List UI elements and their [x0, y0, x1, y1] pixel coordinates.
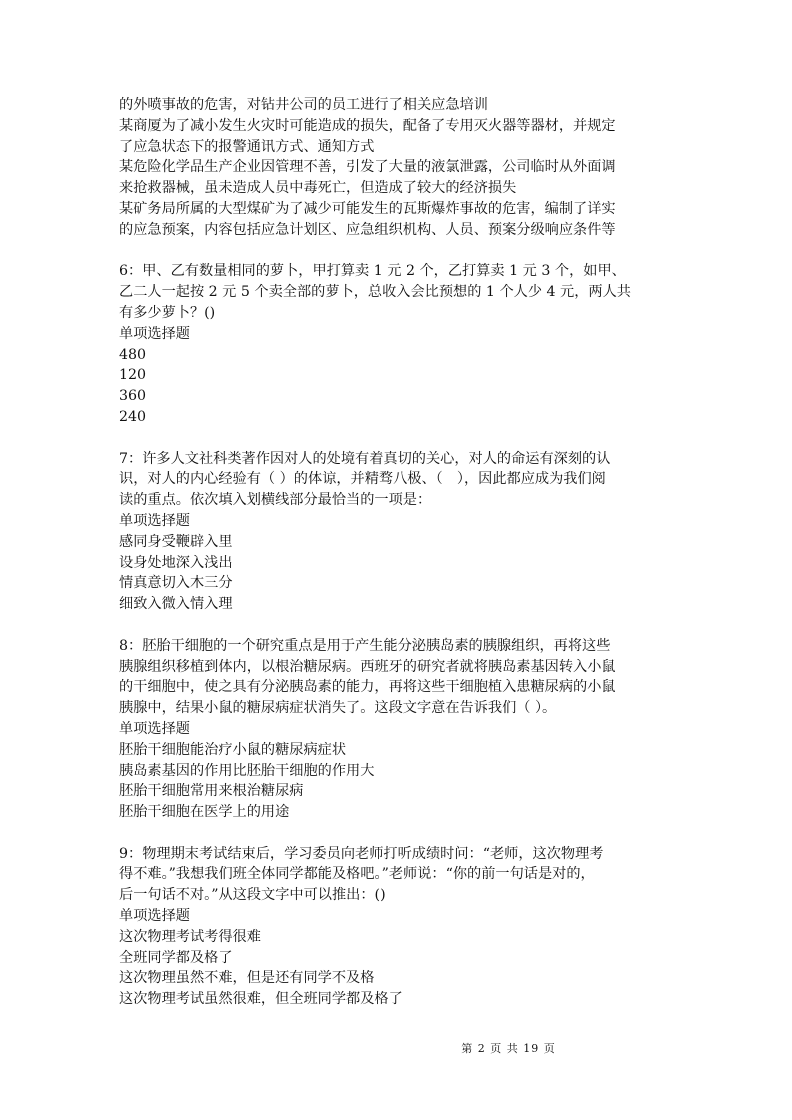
intro-line: 的应急预案，内容包括应急计划区、应急组织机构、人员、预案分级响应条件等 — [119, 221, 616, 238]
spacer — [119, 241, 679, 262]
answer-option: 设身处地深入浅出 — [119, 554, 233, 571]
answer-option: 情真意切入木三分 — [119, 575, 233, 592]
answer-option: 胚胎干细胞能治疗小鼠的糖尿病症状 — [119, 741, 347, 758]
intro-line: 某矿务局所属的大型煤矿为了减少可能发生的瓦斯爆炸事故的危害，编制了详实 — [119, 200, 616, 217]
question-7 — [119, 449, 679, 615]
question-stem: 有多少萝卜？() — [119, 304, 216, 321]
question-6 — [119, 261, 679, 427]
question-stem: 胰腺中，结果小鼠的糖尿病症状消失了。这段文字意在告诉我们（ ）。 — [119, 700, 557, 717]
spacer — [119, 823, 679, 844]
question-stem: 7：许多人文社科类著作因对人的处境有着真切的关心，对人的命运有深刻的认 — [119, 450, 611, 467]
answer-option: 胚胎干细胞在医学上的用途 — [119, 804, 290, 821]
question-type: 单项选择题 — [119, 325, 190, 342]
question-stem: 9：物理期末考试结束后，学习委员向老师打听成绩时问：“老师，这次物理考 — [119, 845, 604, 862]
question-stem: 乙二人一起按 2 元 5 个卖全部的萝卜，总收入会比预想的 1 个人少 4 元，两人共 — [119, 284, 631, 301]
question-stem: 读的重点。依次填入划横线部分最恰当的一项是： — [119, 492, 432, 509]
intro-line: 某商厦为了减小发生火灾时可能造成的损失，配备了专用灭火器等器材，并规定 — [119, 117, 616, 134]
intro-line: 的外喷事故的危害，对钻井公司的员工进行了相关应急培训 — [119, 97, 488, 113]
answer-option: 细致入微入情入理 — [119, 596, 233, 613]
question-stem: 胰腺组织移植到体内，以根治糖尿病。西班牙的研究者就将胰岛素基因转入小鼠 — [119, 658, 616, 675]
intro-line: 来抢救器械，虽未造成人员中毒死亡，但造成了较大的经济损失 — [119, 180, 517, 197]
answer-option: 240 — [119, 408, 147, 425]
intro-block — [119, 95, 679, 241]
question-stem: 后一句话不对。”从这段文字中可以推出：() — [119, 887, 386, 904]
answer-option: 这次物理虽然不难，但是还有同学不及格 — [119, 970, 375, 987]
question-stem: 6：甲、乙有数量相同的萝卜，甲打算卖 1 元 2 个，乙打算卖 1 元 3 个，如甲、 — [119, 263, 626, 280]
question-stem: 8：胚胎干细胞的一个研究重点是用于产生能分泌胰岛素的胰腺组织，再将这些 — [119, 637, 611, 654]
question-type: 单项选择题 — [119, 908, 190, 925]
question-9 — [119, 844, 679, 1010]
spacer — [119, 428, 679, 449]
answer-option: 480 — [119, 346, 147, 363]
answer-option: 感同身受鞭辟入里 — [119, 533, 233, 550]
answer-option: 这次物理考试考得很难 — [119, 928, 261, 945]
question-type: 单项选择题 — [119, 512, 190, 529]
answer-option: 360 — [119, 388, 147, 405]
answer-option: 120 — [119, 367, 147, 384]
question-stem: 的干细胞中，使之具有分泌胰岛素的能力，再将这些干细胞植入患糖尿病的小鼠 — [119, 679, 616, 696]
page-content — [119, 95, 679, 1010]
question-stem: 得不难。”我想我们班全体同学都能及格吧。”老师说：“你的前一句话是对的， — [119, 866, 595, 883]
answer-option: 全班同学都及格了 — [119, 949, 233, 966]
intro-line: 某危险化学品生产企业因管理不善，引发了大量的液氯泄露，公司临时从外面调 — [119, 159, 616, 176]
answer-option: 胚胎干细胞常用来根治糖尿病 — [119, 783, 304, 800]
question-type: 单项选择题 — [119, 720, 190, 737]
question-8 — [119, 636, 679, 823]
page-number-footer: 第 2 页 共 19 页 — [461, 1042, 556, 1055]
answer-option: 胰岛素基因的作用比胚胎干细胞的作用大 — [119, 762, 375, 779]
answer-option: 这次物理考试虽然很难，但全班同学都及格了 — [119, 991, 403, 1008]
spacer — [119, 615, 679, 636]
intro-line: 了应急状态下的报警通讯方式、通知方式 — [119, 138, 375, 155]
question-stem: 识，对人的内心经验有（ ）的体谅，并精骛八极、（ ），因此都应成为我们阅 — [119, 471, 606, 488]
